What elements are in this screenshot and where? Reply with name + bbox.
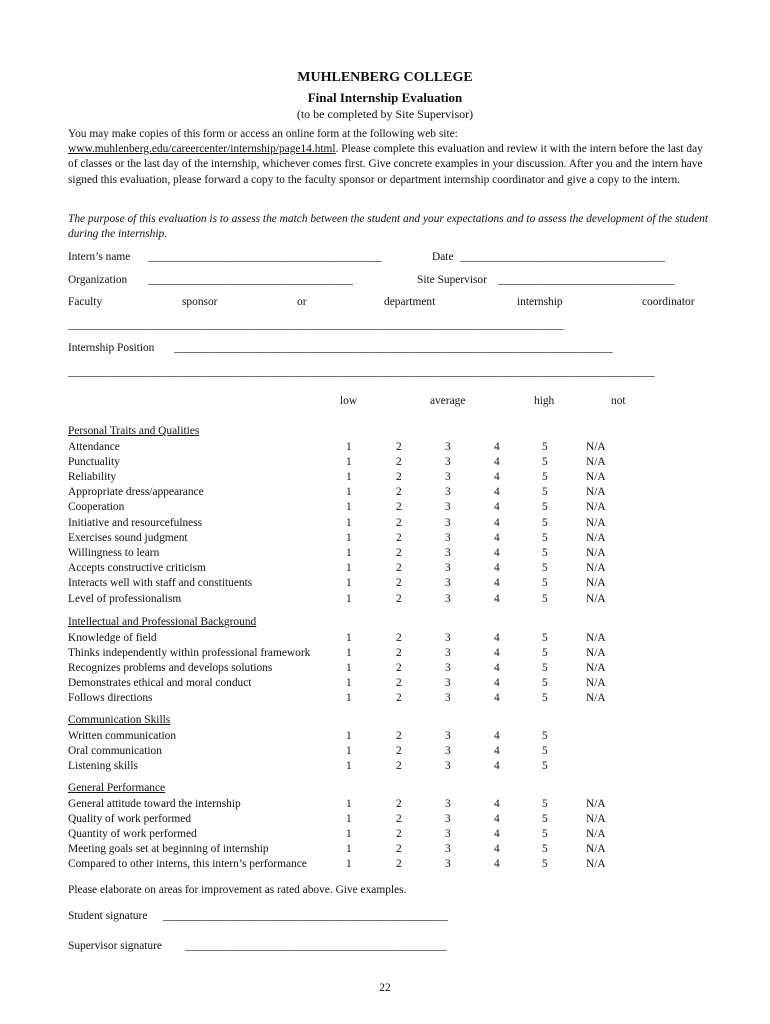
rating-option-5[interactable]: 5	[542, 592, 548, 605]
rating-option-5[interactable]: 5	[542, 744, 548, 757]
rating-option-2[interactable]: 2	[396, 577, 402, 590]
rating-row	[68, 632, 708, 647]
rating-option-2[interactable]: 2	[396, 546, 402, 559]
rating-option-2[interactable]: 2	[396, 729, 402, 742]
rating-row	[68, 858, 708, 873]
rating-option-3[interactable]: 3	[445, 812, 451, 825]
rating-option-3[interactable]: 3	[445, 677, 451, 690]
rating-option-4[interactable]: 4	[494, 546, 500, 559]
rating-option-na[interactable]: N/A	[586, 440, 606, 453]
supervisor-signature-field[interactable]: ______________________________________________	[185, 940, 447, 952]
internship-word: internship	[517, 296, 563, 308]
rating-option-5[interactable]: 5	[542, 843, 548, 856]
rating-option-2[interactable]: 2	[396, 797, 402, 810]
rating-row	[68, 813, 708, 828]
rating-option-2[interactable]: 2	[396, 562, 402, 575]
rating-option-3[interactable]: 3	[445, 455, 451, 468]
rating-row	[68, 517, 708, 532]
rating-option-4[interactable]: 4	[494, 744, 500, 757]
rating-option-2[interactable]: 2	[396, 501, 402, 514]
rating-option-1[interactable]: 1	[346, 744, 352, 757]
rating-item-label: Meeting goals set at beginning of internship	[68, 843, 269, 856]
rating-option-2[interactable]: 2	[396, 661, 402, 674]
scale-low: low	[340, 395, 358, 407]
rating-item-label: Interacts well with staff and constituents	[68, 577, 253, 590]
rating-option-2[interactable]: 2	[396, 759, 402, 772]
rating-option-3[interactable]: 3	[445, 661, 451, 674]
rating-option-4[interactable]: 4	[494, 577, 500, 590]
rating-option-1[interactable]: 1	[346, 440, 352, 453]
rating-item-label: Attendance	[68, 440, 120, 453]
faculty-word: Faculty	[68, 296, 103, 308]
rating-option-1[interactable]: 1	[346, 827, 352, 840]
rating-option-1[interactable]: 1	[346, 470, 352, 483]
rating-option-1[interactable]: 1	[346, 486, 352, 499]
rating-row	[68, 662, 708, 677]
rating-option-3[interactable]: 3	[445, 646, 451, 659]
section-title: Intellectual and Professional Background	[68, 616, 257, 628]
sponsor-word: sponsor	[182, 296, 218, 308]
rating-option-na[interactable]: N/A	[586, 562, 606, 575]
rating-option-2[interactable]: 2	[396, 516, 402, 529]
intro-rest: . Please complete this evaluation and review it with the intern before the last day of classes or the last day of the internship, whichever comes first. Give concrete examples in your discussion. After you and the intern have signed this evaluation, please forward a copy to the faculty sponsor or department internship coordinator and give a copy to the intern.	[68, 143, 703, 186]
page-number: 22	[379, 982, 391, 994]
rating-option-2[interactable]: 2	[396, 531, 402, 544]
intern-name-field[interactable]: _________________________________________	[148, 251, 382, 263]
rating-item-label: Listening skills	[68, 759, 138, 772]
site-supervisor-field[interactable]: _______________________________	[498, 274, 675, 286]
date-field[interactable]: ____________________________________	[460, 251, 666, 263]
rating-option-2[interactable]: 2	[396, 646, 402, 659]
rating-option-3[interactable]: 3	[445, 729, 451, 742]
rating-option-3[interactable]: 3	[445, 501, 451, 514]
rating-option-4[interactable]: 4	[494, 631, 500, 644]
rating-option-5[interactable]: 5	[542, 546, 548, 559]
rating-option-5[interactable]: 5	[542, 661, 548, 674]
scale-average: average	[430, 395, 466, 407]
rating-option-1[interactable]: 1	[346, 562, 352, 575]
rating-row	[68, 471, 708, 486]
department-word: department	[384, 296, 436, 308]
rating-row	[68, 486, 708, 501]
rating-option-na[interactable]: N/A	[586, 843, 606, 856]
rating-option-1[interactable]: 1	[346, 531, 352, 544]
coordinator-word: coordinator	[642, 296, 695, 308]
rating-option-4[interactable]: 4	[494, 661, 500, 674]
rating-option-1[interactable]: 1	[346, 516, 352, 529]
rating-option-1[interactable]: 1	[346, 677, 352, 690]
rating-option-1[interactable]: 1	[346, 729, 352, 742]
section-title: General Performance	[68, 782, 166, 794]
section-title: Communication Skills	[68, 714, 171, 726]
rating-option-3[interactable]: 3	[445, 797, 451, 810]
rating-option-3[interactable]: 3	[445, 486, 451, 499]
rating-option-5[interactable]: 5	[542, 692, 548, 705]
rating-item-label: Quality of work performed	[68, 812, 192, 825]
rating-option-4[interactable]: 4	[494, 531, 500, 544]
intern-name-label: Intern’s name	[68, 251, 131, 263]
rating-option-2[interactable]: 2	[396, 744, 402, 757]
rating-option-5[interactable]: 5	[542, 516, 548, 529]
rating-item-label: Cooperation	[68, 501, 125, 514]
faculty-field[interactable]: _______________________________________________________________________________________	[68, 319, 564, 331]
rating-item-label: Follows directions	[68, 692, 153, 705]
rating-option-4[interactable]: 4	[494, 843, 500, 856]
rating-option-2[interactable]: 2	[396, 677, 402, 690]
rating-option-na[interactable]: N/A	[586, 470, 606, 483]
rating-option-2[interactable]: 2	[396, 592, 402, 605]
rating-option-2[interactable]: 2	[396, 486, 402, 499]
rating-row	[68, 547, 708, 562]
rating-item-label: Thinks independently within professional framework	[68, 646, 311, 659]
rating-option-3[interactable]: 3	[445, 440, 451, 453]
rating-option-2[interactable]: 2	[396, 812, 402, 825]
rating-option-3[interactable]: 3	[445, 759, 451, 772]
rating-option-na[interactable]: N/A	[586, 631, 606, 644]
intro-url-link[interactable]: www.muhlenberg.edu/careercenter/internship/page14.html	[68, 143, 336, 156]
form-subtitle: (to be completed by Site Supervisor)	[296, 107, 474, 121]
section-title: Personal Traits and Qualities	[68, 425, 200, 437]
rating-item-label: Reliability	[68, 470, 117, 483]
rating-item-label: Quantity of work performed	[68, 827, 197, 840]
or-word: or	[297, 296, 307, 308]
rating-option-3[interactable]: 3	[445, 531, 451, 544]
rating-option-4[interactable]: 4	[494, 692, 500, 705]
intro-line: You may make copies of this form or access an online form at the following web site:	[68, 128, 458, 140]
rating-option-na[interactable]: N/A	[586, 455, 606, 468]
rating-row	[68, 677, 708, 692]
rating-row	[68, 745, 708, 760]
rating-option-1[interactable]: 1	[346, 858, 352, 871]
rating-option-3[interactable]: 3	[445, 692, 451, 705]
rating-option-na[interactable]: N/A	[586, 692, 606, 705]
rating-item-label: Punctuality	[68, 455, 120, 468]
rating-option-na[interactable]: N/A	[586, 661, 606, 674]
rating-option-4[interactable]: 4	[494, 592, 500, 605]
rating-item-label: Recognizes problems and develops solutions	[68, 661, 273, 674]
rating-option-4[interactable]: 4	[494, 729, 500, 742]
rating-option-2[interactable]: 2	[396, 440, 402, 453]
student-signature-label: Student signature	[68, 910, 148, 922]
rating-option-na[interactable]: N/A	[586, 827, 606, 840]
rating-option-1[interactable]: 1	[346, 577, 352, 590]
rating-row	[68, 798, 708, 813]
student-signature-field[interactable]: __________________________________________________	[163, 910, 448, 922]
rating-option-5[interactable]: 5	[542, 827, 548, 840]
rating-option-3[interactable]: 3	[445, 577, 451, 590]
rating-option-5[interactable]: 5	[542, 646, 548, 659]
rating-item-label: Knowledge of field	[68, 631, 157, 644]
rating-option-1[interactable]: 1	[346, 646, 352, 659]
rating-option-2[interactable]: 2	[396, 455, 402, 468]
rating-option-5[interactable]: 5	[542, 562, 548, 575]
rating-option-4[interactable]: 4	[494, 486, 500, 499]
rating-option-1[interactable]: 1	[346, 797, 352, 810]
institution-title: MUHLENBERG COLLEGE	[297, 70, 473, 85]
site-supervisor-label: Site Supervisor	[417, 274, 487, 286]
scale-high: high	[534, 395, 555, 407]
rating-option-na[interactable]: N/A	[586, 531, 606, 544]
rating-row	[68, 441, 708, 456]
elaborate-prompt: Please elaborate on areas for improvement as rated above. Give examples.	[68, 884, 407, 896]
rating-row	[68, 501, 708, 516]
internship-position-field-2[interactable]: _______________________________________________________________________________________________________	[68, 366, 655, 378]
rating-option-2[interactable]: 2	[396, 843, 402, 856]
scale-not: not	[611, 395, 626, 407]
rating-option-na[interactable]: N/A	[586, 646, 606, 659]
rating-row	[68, 577, 708, 592]
rating-option-5[interactable]: 5	[542, 812, 548, 825]
rating-option-4[interactable]: 4	[494, 516, 500, 529]
rating-option-1[interactable]: 1	[346, 592, 352, 605]
rating-option-2[interactable]: 2	[396, 692, 402, 705]
rating-option-1[interactable]: 1	[346, 692, 352, 705]
rating-option-5[interactable]: 5	[542, 470, 548, 483]
rating-item-label: Willingness to learn	[68, 546, 160, 559]
rating-option-4[interactable]: 4	[494, 797, 500, 810]
rating-option-5[interactable]: 5	[542, 729, 548, 742]
rating-option-3[interactable]: 3	[445, 592, 451, 605]
rating-option-3[interactable]: 3	[445, 843, 451, 856]
rating-option-4[interactable]: 4	[494, 827, 500, 840]
rating-option-4[interactable]: 4	[494, 646, 500, 659]
rating-row	[68, 593, 708, 608]
rating-option-na[interactable]: N/A	[586, 858, 606, 871]
rating-option-4[interactable]: 4	[494, 677, 500, 690]
rating-option-5[interactable]: 5	[542, 858, 548, 871]
rating-option-4[interactable]: 4	[494, 858, 500, 871]
rating-option-3[interactable]: 3	[445, 562, 451, 575]
rating-option-5[interactable]: 5	[542, 631, 548, 644]
rating-option-2[interactable]: 2	[396, 858, 402, 871]
rating-option-1[interactable]: 1	[346, 661, 352, 674]
rating-row	[68, 456, 708, 471]
rating-option-1[interactable]: 1	[346, 843, 352, 856]
rating-item-label: Compared to other interns, this intern’s performance	[68, 858, 307, 871]
rating-option-3[interactable]: 3	[445, 827, 451, 840]
rating-option-5[interactable]: 5	[542, 486, 548, 499]
rating-option-4[interactable]: 4	[494, 562, 500, 575]
rating-option-na[interactable]: N/A	[586, 797, 606, 810]
rating-option-na[interactable]: N/A	[586, 501, 606, 514]
supervisor-signature-label: Supervisor signature	[68, 940, 162, 952]
rating-row	[68, 760, 708, 775]
rating-option-1[interactable]: 1	[346, 631, 352, 644]
rating-option-3[interactable]: 3	[445, 744, 451, 757]
rating-option-5[interactable]: 5	[542, 577, 548, 590]
form-title: Final Internship Evaluation	[307, 90, 463, 105]
rating-option-3[interactable]: 3	[445, 470, 451, 483]
rating-item-label: General attitude toward the internship	[68, 797, 241, 810]
intro-paragraph	[68, 127, 708, 188]
rating-item-label: Level of professionalism	[68, 592, 182, 605]
rating-row	[68, 843, 708, 858]
rating-option-3[interactable]: 3	[445, 631, 451, 644]
rating-row	[68, 692, 708, 707]
organization-field[interactable]: ____________________________________	[148, 274, 354, 286]
rating-option-1[interactable]: 1	[346, 501, 352, 514]
rating-option-2[interactable]: 2	[396, 470, 402, 483]
rating-option-5[interactable]: 5	[542, 501, 548, 514]
rating-option-4[interactable]: 4	[494, 759, 500, 772]
rating-option-na[interactable]: N/A	[586, 577, 606, 590]
rating-option-na[interactable]: N/A	[586, 546, 606, 559]
rating-item-label: Accepts constructive criticism	[68, 562, 206, 575]
internship-position-label: Internship Position	[68, 342, 155, 354]
rating-option-4[interactable]: 4	[494, 470, 500, 483]
rating-option-5[interactable]: 5	[542, 440, 548, 453]
rating-option-na[interactable]: N/A	[586, 812, 606, 825]
rating-option-4[interactable]: 4	[494, 501, 500, 514]
rating-item-label: Appropriate dress/appearance	[68, 486, 204, 499]
rating-item-label: Written communication	[68, 729, 177, 742]
rating-row	[68, 828, 708, 843]
rating-row	[68, 647, 708, 662]
rating-option-5[interactable]: 5	[542, 455, 548, 468]
rating-option-na[interactable]: N/A	[586, 677, 606, 690]
rating-item-label: Demonstrates ethical and moral conduct	[68, 677, 252, 690]
rating-row	[68, 562, 708, 577]
rating-option-2[interactable]: 2	[396, 631, 402, 644]
rating-option-4[interactable]: 4	[494, 440, 500, 453]
rating-row	[68, 730, 708, 745]
rating-item-label: Oral communication	[68, 744, 162, 757]
rating-option-3[interactable]: 3	[445, 858, 451, 871]
rating-option-na[interactable]: N/A	[586, 486, 606, 499]
rating-option-1[interactable]: 1	[346, 759, 352, 772]
rating-option-5[interactable]: 5	[542, 759, 548, 772]
purpose-statement: The purpose of this evaluation is to assess the match between the student and your expectations and to assess the development of the student during the internship.	[68, 213, 708, 241]
rating-option-5[interactable]: 5	[542, 797, 548, 810]
rating-option-5[interactable]: 5	[542, 677, 548, 690]
rating-option-4[interactable]: 4	[494, 455, 500, 468]
rating-option-na[interactable]: N/A	[586, 516, 606, 529]
rating-item-label: Exercises sound judgment	[68, 531, 188, 544]
rating-option-4[interactable]: 4	[494, 812, 500, 825]
rating-option-5[interactable]: 5	[542, 531, 548, 544]
rating-option-1[interactable]: 1	[346, 812, 352, 825]
rating-option-2[interactable]: 2	[396, 827, 402, 840]
internship-position-field[interactable]: _____________________________________________________________________________	[174, 342, 613, 354]
rating-option-1[interactable]: 1	[346, 455, 352, 468]
organization-label: Organization	[68, 274, 128, 286]
rating-option-3[interactable]: 3	[445, 516, 451, 529]
rating-row	[68, 532, 708, 547]
rating-option-na[interactable]: N/A	[586, 592, 606, 605]
rating-option-1[interactable]: 1	[346, 546, 352, 559]
date-label: Date	[432, 251, 454, 263]
rating-item-label: Initiative and resourcefulness	[68, 516, 203, 529]
rating-option-3[interactable]: 3	[445, 546, 451, 559]
